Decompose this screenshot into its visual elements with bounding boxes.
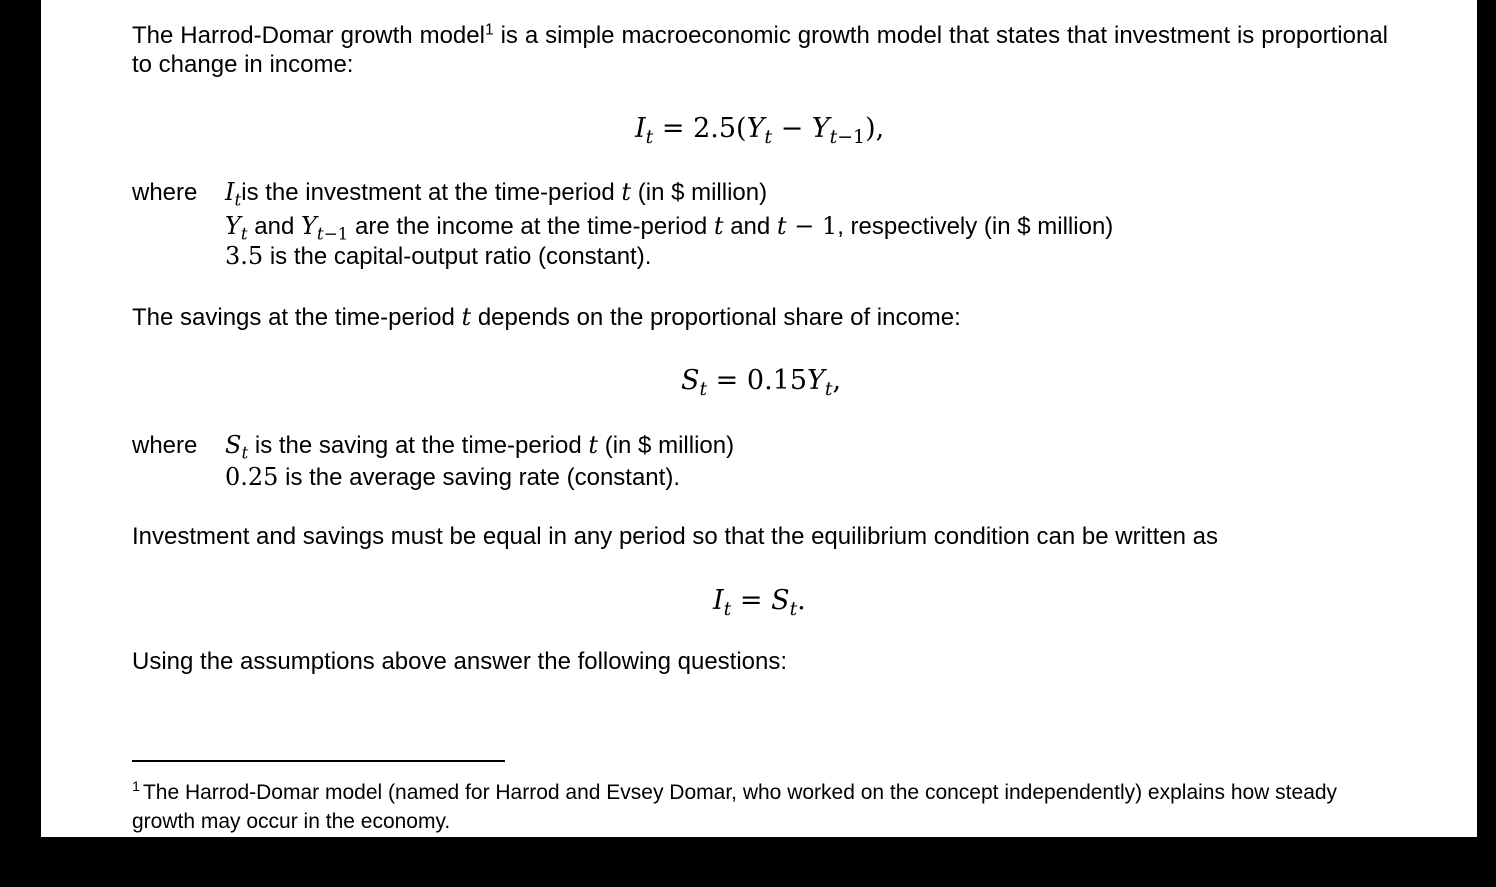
investment-equation: $I_t = 2.5(Y_t - Y_{t-1})$, bbox=[635, 113, 885, 149]
questions-intro: Using the assumptions above answer the following questions: bbox=[132, 648, 788, 675]
definition-saving-rate: 0.25 is the average saving rate (constant). bbox=[225, 463, 680, 491]
definition-income: $Y_t$ and $Y_{t-1}$ are the income at the time-period t and t − 1, respectively (in $ million) bbox=[225, 212, 1114, 244]
where-label-1: where bbox=[132, 179, 198, 206]
equilibrium-paragraph: Investment and savings must be equal in any period so that the equilibrium condition can be written as bbox=[132, 523, 1218, 550]
investment-coefficient: 2.5 bbox=[693, 113, 737, 144]
footnote bbox=[132, 778, 1372, 836]
footnote-reference[interactable]: 1 bbox=[484, 21, 494, 39]
footnote-separator bbox=[132, 760, 505, 762]
intro-paragraph bbox=[132, 21, 1388, 79]
investment-equation-suffix: ), bbox=[865, 113, 885, 144]
savings-coefficient: 0.15 bbox=[746, 365, 808, 396]
document-page bbox=[41, 0, 1477, 837]
equilibrium-equation: $I_t = S_t$. bbox=[713, 585, 806, 621]
where-label-2: where bbox=[132, 432, 198, 459]
intro-text-end: is a simple macroeconomic growth model that states that investment is proportional to change in income: bbox=[132, 22, 1388, 78]
definition-investment: $I_tis$ the investment at the time-period t (in $ million) bbox=[225, 178, 768, 210]
savings-intro: The savings at the time-period t depends on the proportional share of income: bbox=[132, 303, 961, 331]
definition-saving: $S_t$ is the saving at the time-period t (in $ million) bbox=[225, 431, 735, 463]
footnote-text: The Harrod-Domar model (named for Harrod and Evsey Domar, who worked on the concept independently) explains how steady growth may occur in the economy. bbox=[132, 781, 1338, 833]
definition-capital-output: 3.5 is the capital-output ratio (constant). bbox=[225, 242, 652, 270]
savings-equation: $S_t = 0.15Y_t$, bbox=[681, 365, 842, 401]
footnote-marker: 1 bbox=[132, 779, 140, 796]
intro-text-start: The Harrod-Domar growth model bbox=[132, 22, 485, 49]
